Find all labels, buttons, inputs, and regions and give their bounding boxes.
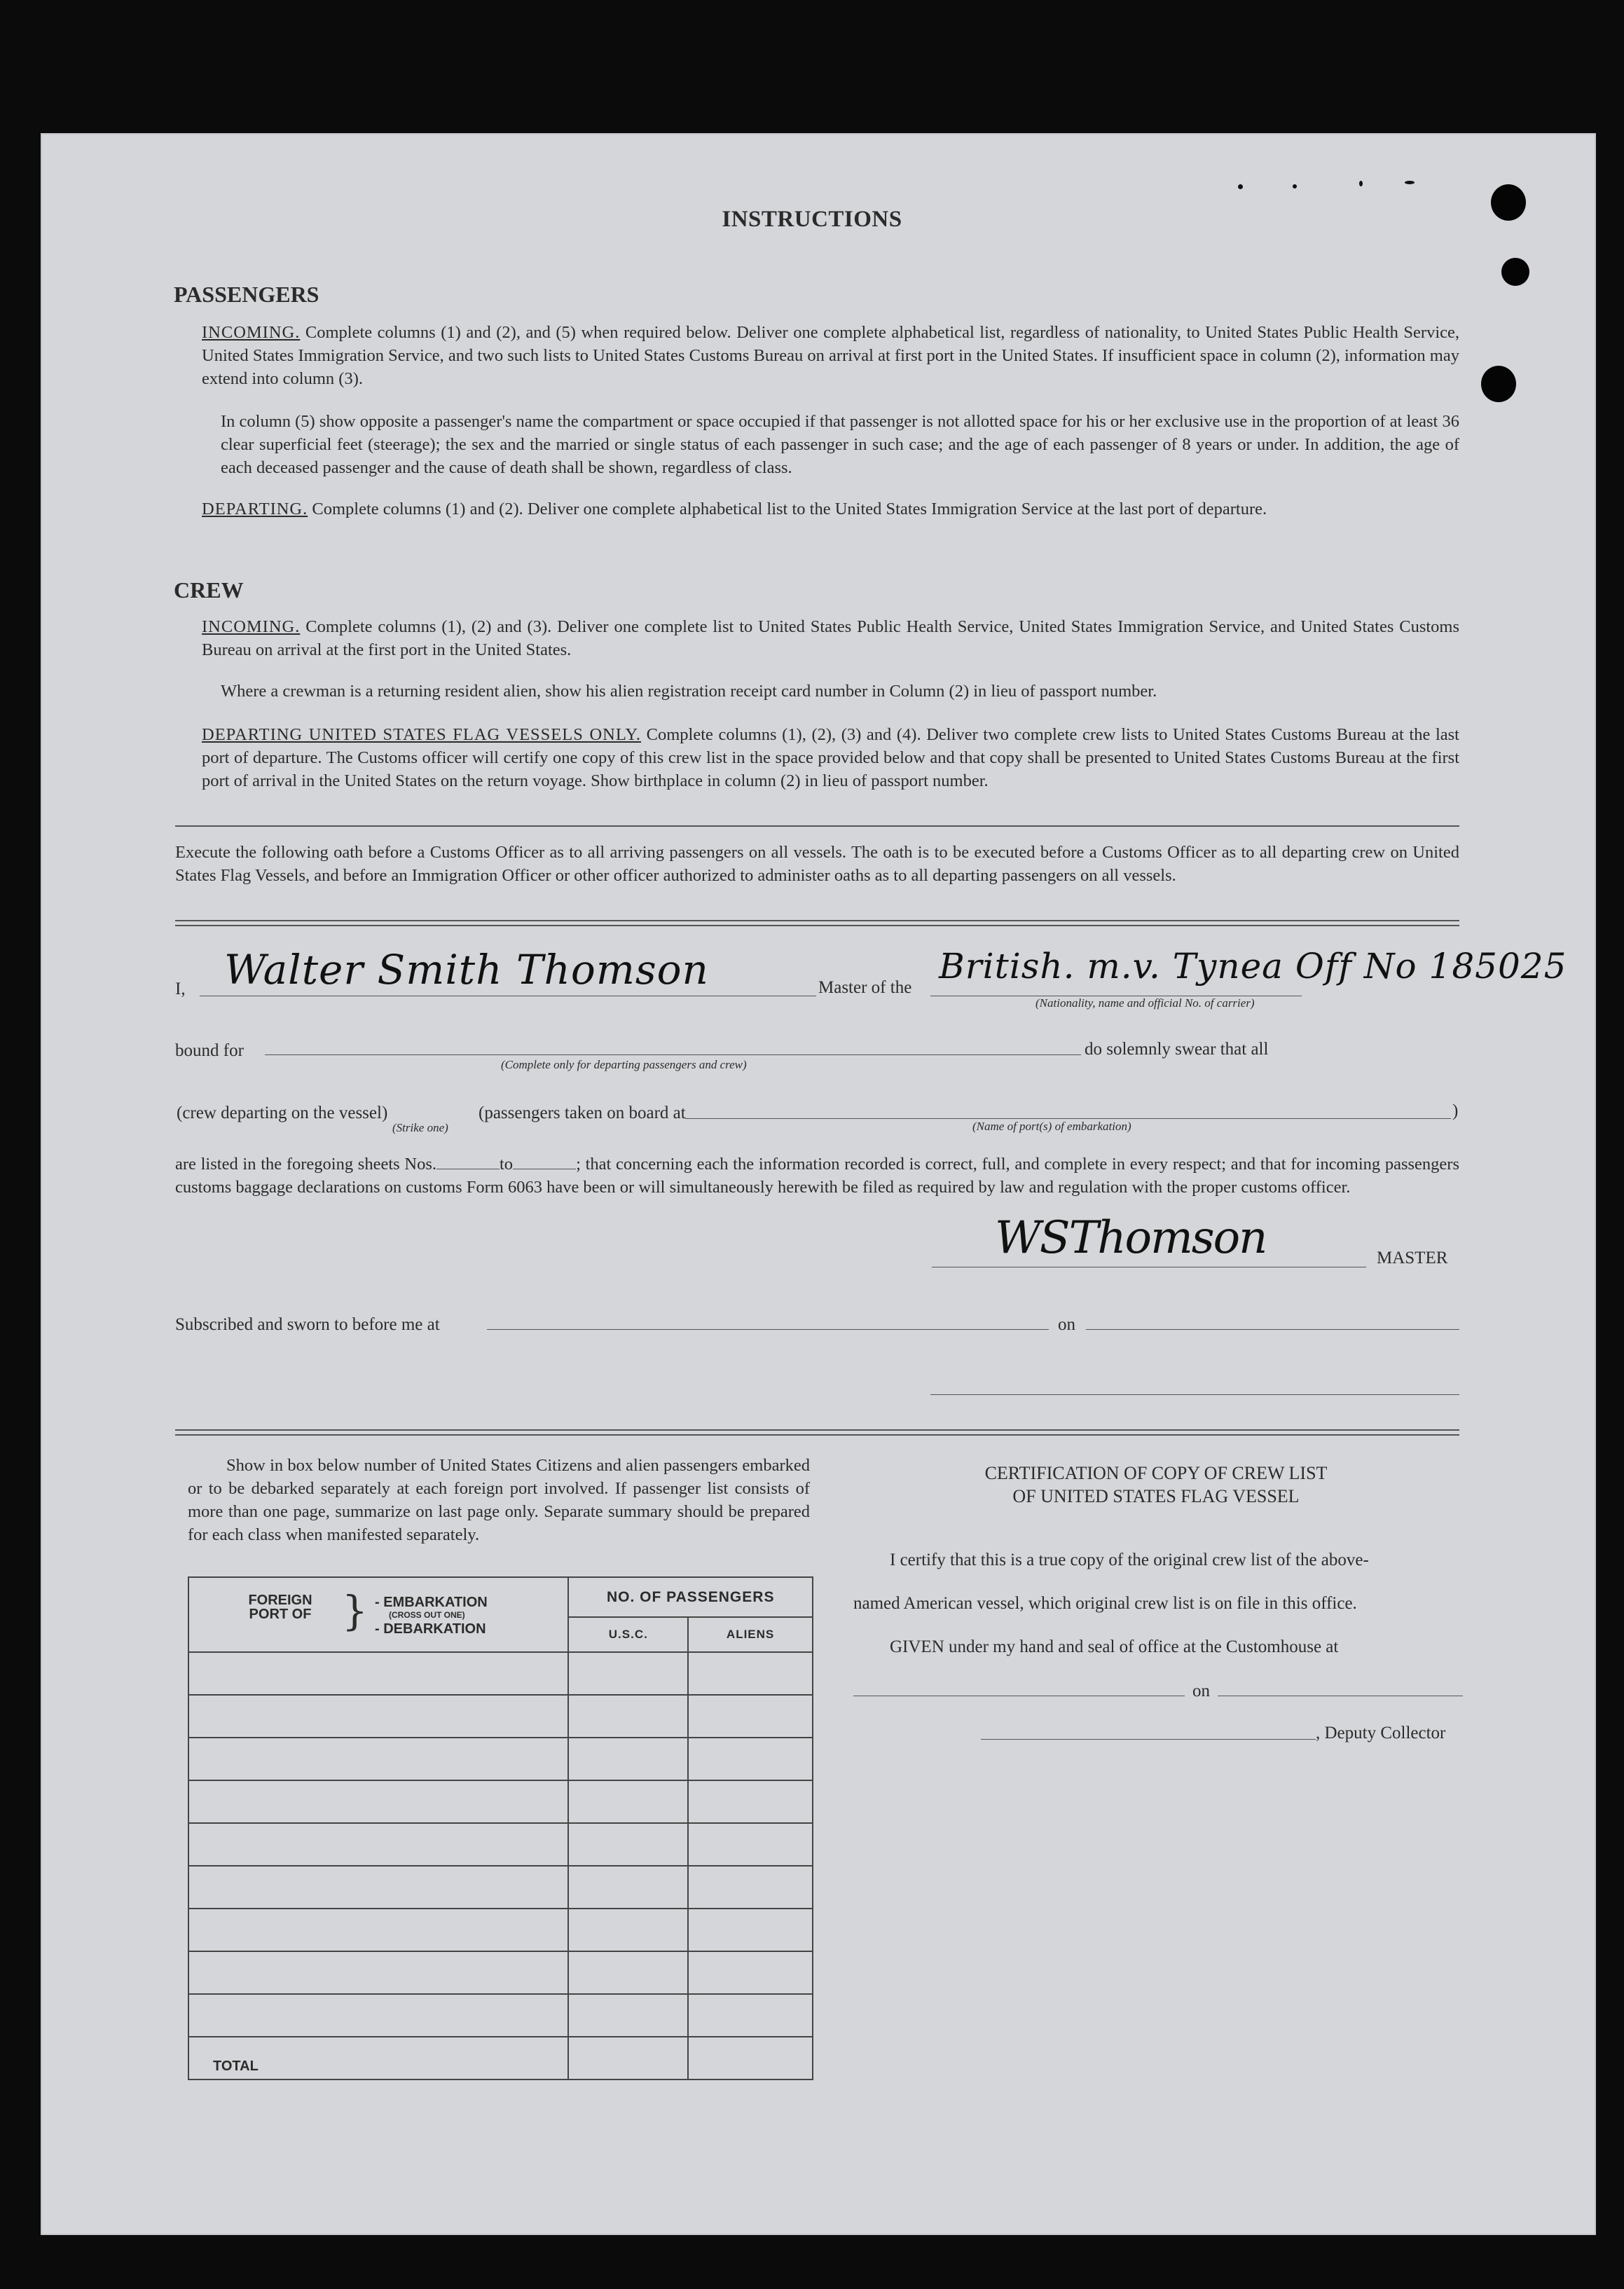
deputy-collector-line[interactable] xyxy=(981,1739,1316,1740)
embarkation-port-line[interactable] xyxy=(685,1118,1451,1119)
aliens-header: ALIENS xyxy=(688,1617,813,1652)
punch-hole-bottom xyxy=(1481,366,1516,402)
passengers-departing-text: Complete columns (1) and (2). Deliver one complete alphabetical list to the United States Immigration Service at the last port of departure. xyxy=(312,500,1267,518)
master-of-label: Master of the xyxy=(818,978,912,997)
table-row[interactable] xyxy=(188,1738,813,1780)
master-signature: WSThomson xyxy=(995,1212,1267,1264)
passengers-departing-lead: DEPARTING. xyxy=(202,500,308,518)
table-row[interactable] xyxy=(188,1951,813,1994)
master-label: MASTER xyxy=(1377,1249,1448,1267)
master-name-handwritten: Walter Smith Thomson xyxy=(224,946,709,994)
crew-incoming-paragraph xyxy=(202,615,1459,661)
table-row[interactable] xyxy=(188,1780,813,1823)
debarkation-label: - DEBARKATION xyxy=(375,1621,486,1637)
table-row[interactable] xyxy=(188,1909,813,1951)
vessel-handwritten: British. m.v. Tynea Off No 185025 xyxy=(939,946,1567,987)
certification-heading-2: OF UNITED STATES FLAG VESSEL xyxy=(1012,1486,1300,1506)
crew-heading: CREW xyxy=(174,577,244,603)
bound-for-label: bound for xyxy=(175,1041,244,1060)
certify-line-2: named American vessel, which original crew list is on file in this office. xyxy=(853,1594,1357,1613)
to-label: to xyxy=(500,1155,514,1174)
vessel-caption: (Nationality, name and official No. of carrier) xyxy=(1035,996,1255,1010)
passengers-column5-paragraph: In column (5) show opposite a passenger's name the compartment or space occupied if that passenger is not allotted space for his or her exclusive use in the proportion of at least 36 clear superficial feet (steerage); the sex and the married or single status of each passenger in such case; and the age of each passenger of 8 years or under. In addition, the age of each deceased passenger and the cause of death shall be shown, regardless of class. xyxy=(221,412,1459,477)
crew-incoming-lead: INCOMING. xyxy=(202,617,301,636)
double-divider-lower xyxy=(175,1429,1459,1436)
crew-departing-lead: DEPARTING UNITED STATES FLAG VESSELS ONLY. xyxy=(202,725,642,744)
listed-label: are listed in the foregoing sheets Nos. xyxy=(175,1155,436,1174)
foreign-port-label: FOREIGN PORT OF xyxy=(248,1593,312,1622)
usc-header: U.S.C. xyxy=(568,1617,688,1652)
crew-departing-text: Complete columns (1), (2), (3) and (4). Deliver two complete crew lists to United States Customs Bureau at the last port of departure. The Customs officer will certify one copy of this crew list in the space provided below and that copy shall be presented to United States Customs Bureau at the first port of arrival in the United States on the return voyage. Show birthplace in column (2) in lieu of passport number. xyxy=(202,725,1459,790)
crew-crewman-paragraph: Where a crewman is a returning resident alien, show his alien registration receipt card number in Column (2) in lieu of passport number. xyxy=(221,682,1157,701)
bound-for-caption: (Complete only for departing passengers and crew) xyxy=(501,1058,747,1071)
port-caption: (Name of port(s) of embarkation) xyxy=(972,1120,1131,1133)
page-title: INSTRUCTIONS xyxy=(722,207,902,232)
bound-for-line[interactable] xyxy=(265,1054,1081,1055)
foreign-port-header xyxy=(188,1577,568,1652)
swear-label: do solemnly swear that all xyxy=(1085,1040,1269,1059)
table-row[interactable] xyxy=(188,1823,813,1866)
table-total-row[interactable] xyxy=(188,2037,813,2080)
subscribed-on-label: on xyxy=(1058,1315,1075,1334)
officer-signature-line[interactable] xyxy=(930,1394,1459,1395)
strike-one-caption: (Strike one) xyxy=(392,1121,448,1134)
certification-on-label: on xyxy=(1192,1682,1210,1700)
table-row[interactable] xyxy=(188,1994,813,2037)
table-row[interactable] xyxy=(188,1652,813,1695)
summary-intro-paragraph: Show in box below number of United States Citizens and alien passengers embarked or to be debarked separately at each foreign port involved. If passenger list consists of more than one page, summarize on last page only. Separate summary should be prepared for each class when manifested separately. xyxy=(188,1456,810,1544)
listed-text: ; that concerning each the information recorded is correct, full, and complete in every respect; and that for incoming passengers customs baggage declarations on customs Form 6063 have been or will simultaneously herewith be filed as required by law and regulation with the proper customs officer. xyxy=(175,1155,1459,1197)
oath-intro-paragraph: Execute the following oath before a Customs Officer as to all arriving passengers on all vessels. The oath is to be executed before a Customs Officer as to all departing crew on United States Flag Vessels, and before an Immigration Officer or other officer authorized to administer oaths as to all departing passengers on all vessels. xyxy=(175,843,1459,885)
brace-icon: } xyxy=(342,1587,368,1635)
passenger-summary-table xyxy=(188,1576,813,2080)
oath-i-label: I, xyxy=(175,979,186,998)
passengers-taken-label: (passengers taken on board at xyxy=(479,1104,686,1122)
passengers-departing-paragraph xyxy=(202,497,1459,521)
double-divider xyxy=(175,920,1459,926)
deputy-collector-label: , Deputy Collector xyxy=(1316,1724,1446,1742)
speck xyxy=(1359,181,1363,186)
passengers-incoming-lead: INCOMING. xyxy=(202,323,301,342)
subscribed-date-line[interactable] xyxy=(1086,1329,1459,1330)
speck xyxy=(1405,181,1415,184)
cross-out-label: (CROSS OUT ONE) xyxy=(389,1610,465,1620)
certify-line-1: I certify that this is a true copy of the original crew list of the above- xyxy=(890,1551,1369,1569)
listed-paragraph xyxy=(175,1153,1459,1199)
subscribed-place-line[interactable] xyxy=(487,1329,1049,1330)
speck xyxy=(1238,184,1243,189)
given-text: GIVEN under my hand and seal of office at the Customhouse at xyxy=(890,1637,1339,1656)
subscribed-label: Subscribed and sworn to before me at xyxy=(175,1315,440,1334)
close-paren: ) xyxy=(1452,1101,1459,1120)
table-row[interactable] xyxy=(188,1866,813,1909)
table-header-row xyxy=(188,1577,813,1617)
crew-incoming-text: Complete columns (1), (2) and (3). Deliver one complete list to United States Public Health Service, United States Immigration Service, and United States Customs Bureau on arrival at the first port in the United States. xyxy=(202,617,1460,659)
table-row[interactable] xyxy=(188,1695,813,1738)
divider xyxy=(175,825,1459,827)
no-of-passengers-header: NO. OF PASSENGERS xyxy=(568,1577,813,1617)
crew-departing-paragraph xyxy=(202,723,1459,792)
crew-departing-label: (crew departing on the vessel) xyxy=(177,1104,388,1122)
speck xyxy=(1293,184,1297,188)
passengers-incoming-paragraph xyxy=(202,321,1459,390)
embarkation-label: - EMBARKATION xyxy=(375,1595,488,1610)
punch-hole-top xyxy=(1491,184,1526,221)
total-label: TOTAL xyxy=(188,2037,568,2080)
certification-heading-1: CERTIFICATION OF COPY OF CREW LIST xyxy=(984,1463,1328,1483)
punch-hole-middle xyxy=(1501,258,1529,286)
passengers-incoming-text: Complete columns (1) and (2), and (5) when required below. Deliver one complete alphabetical list, regardless of nationality, to United States Public Health Service, United States Immigration Service, and two such lists to United States Customs Bureau on arrival at first port in the United States. If insufficient space in column (2), information may extend into column (3). xyxy=(202,323,1460,388)
passengers-heading: PASSENGERS xyxy=(174,282,319,307)
